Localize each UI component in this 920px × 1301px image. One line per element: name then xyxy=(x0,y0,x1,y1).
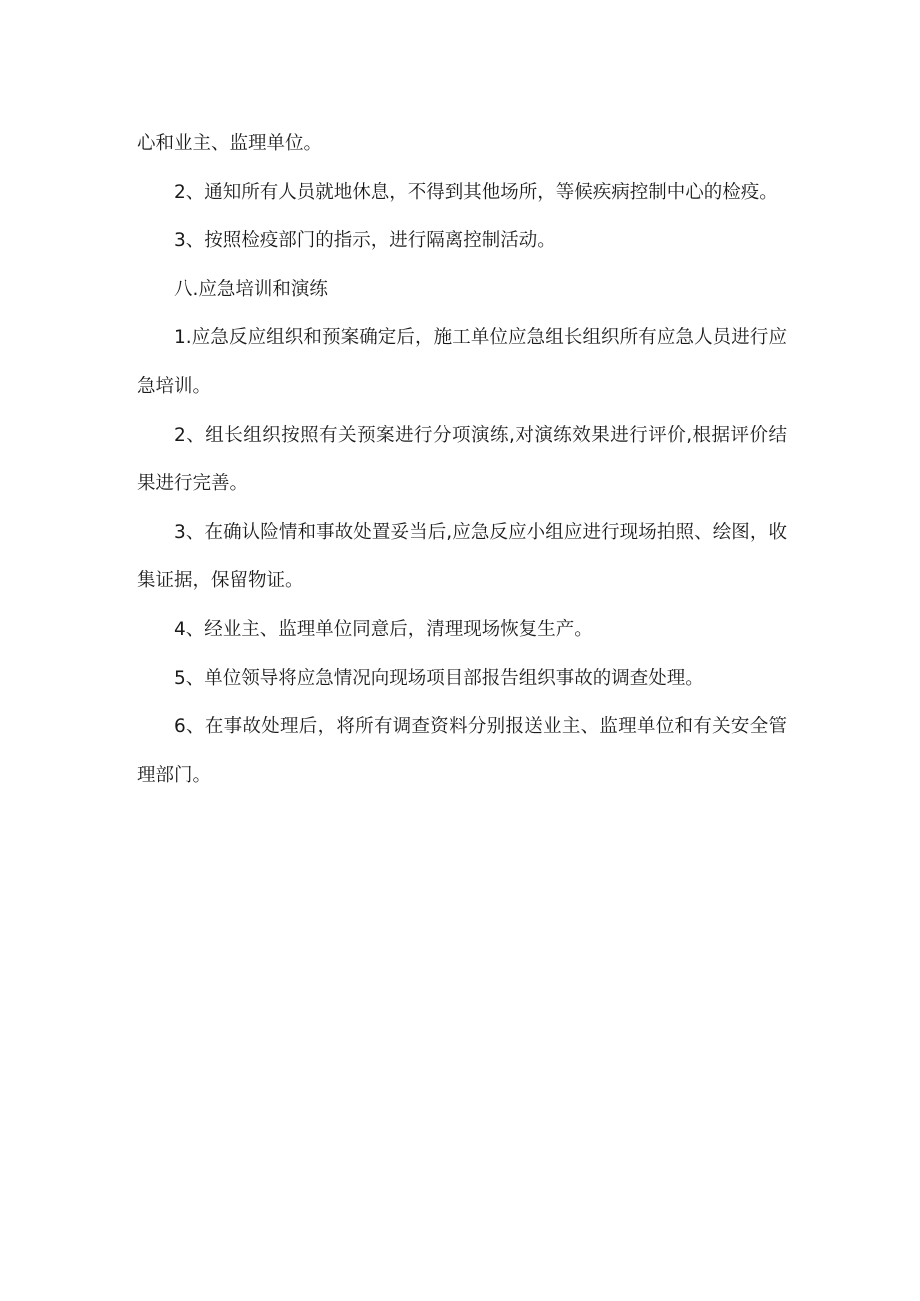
paragraph-notify-personnel: 2、通知所有人员就地休息，不得到其他场所，等候疾病控制中心的检疫。 xyxy=(174,181,778,203)
paragraph-training: 1.应急反应组织和预案确定后，施工单位应急组长组织所有应急人员进行应急培训。 xyxy=(137,327,787,397)
document-body xyxy=(137,120,787,800)
paragraph-continuation: 心和业主、监理单位。 xyxy=(137,133,323,154)
section-heading-training: 八.应急培训和演练 xyxy=(174,278,328,300)
paragraph-submit-materials: 6、在事故处理后，将所有调查资料分别报送业主、监理单位和有关安全管理部门。 xyxy=(137,716,787,786)
paragraph-report-investigation: 5、单位领导将应急情况向现场项目部报告组织事故的调查处理。 xyxy=(174,667,704,689)
paragraph-drills: 2、组长组织按照有关预案进行分项演练,对演练效果进行评价,根据评价结果进行完善。 xyxy=(137,424,787,495)
paragraph-evidence: 3、在确认险情和事故处置妥当后,应急反应小组应进行现场拍照、绘图，收集证据，保留物证。 xyxy=(137,521,787,592)
paragraph-isolation-control: 3、按照检疫部门的指示，进行隔离控制活动。 xyxy=(174,230,556,252)
paragraph-resume-production: 4、经业主、监理单位同意后，清理现场恢复生产。 xyxy=(174,618,593,640)
